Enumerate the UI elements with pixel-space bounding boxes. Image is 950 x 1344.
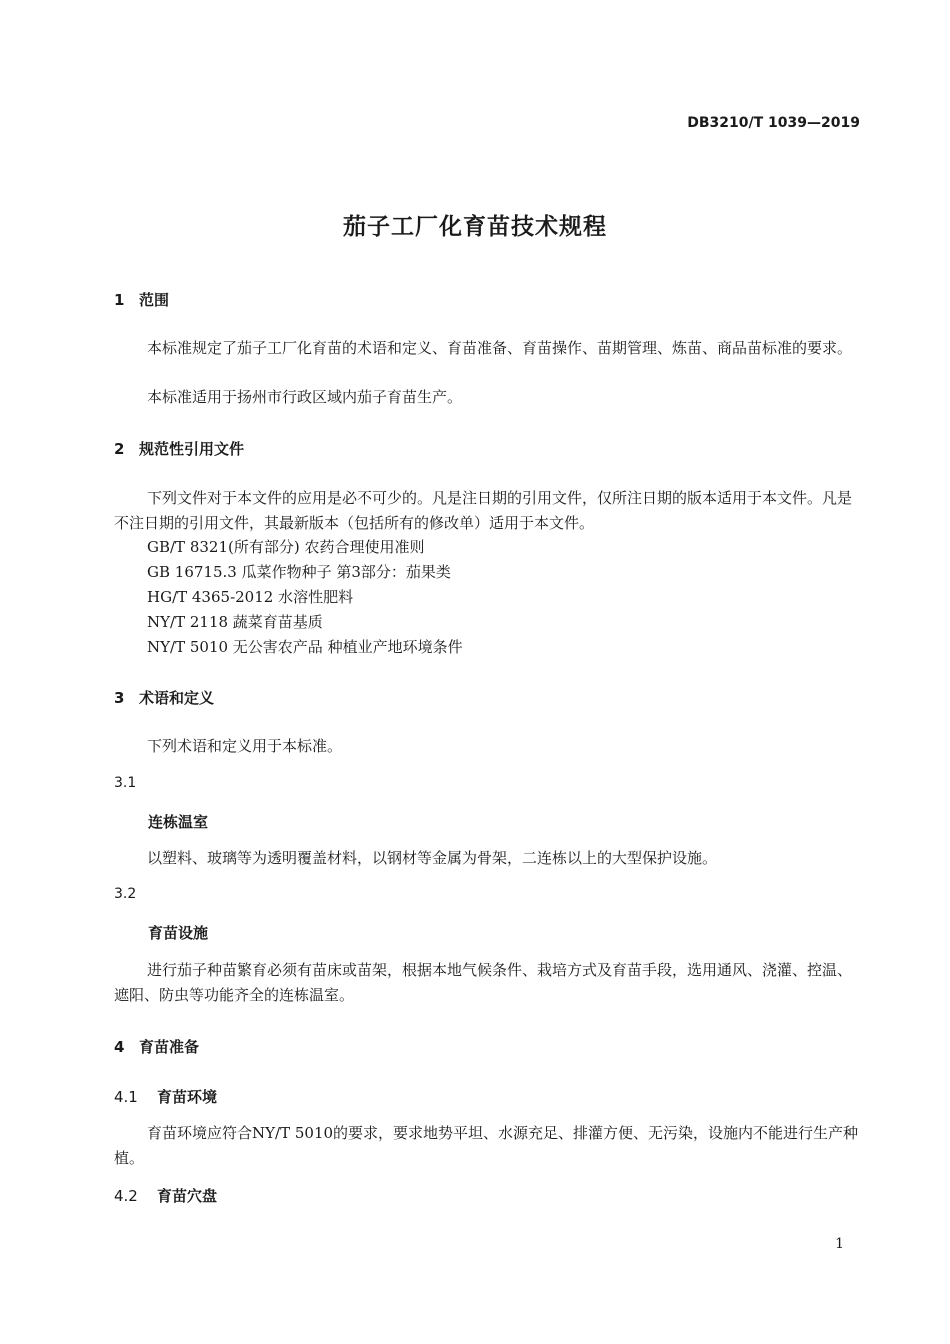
section-title: 术语和定义	[139, 689, 215, 707]
section-4-2-heading	[114, 1185, 217, 1206]
term-3-2-number: 3.2	[114, 886, 137, 902]
term-3-1-definition: 以塑料、玻璃等为透明覆盖材料，以钢材等金属为骨架，二连栋以上的大型保护设施。	[147, 849, 718, 867]
section-number: 4.1	[114, 1088, 138, 1106]
section-number: 4	[114, 1038, 125, 1056]
reference-item: HG/T 4365-2012 水溶性肥料	[147, 588, 354, 606]
section-2-paragraph-1: 下列文件对于本文件的应用是必不可少的。凡是注日期的引用文件，仅所注日期的版本适用于本文件。凡是不注日期的引用文件，其最新版本（包括所有的修改单）适用于本文件。	[114, 489, 853, 532]
document-code: DB3210/T 1039—2019	[687, 115, 860, 131]
term-3-2-definition: 进行茄子种苗繁育必须有苗床或苗架，根据本地气候条件、栽培方式及育苗手段，选用通风、浇灌、控温、遮阳、防虫等功能齐全的连栋温室。	[114, 961, 853, 1004]
section-4-1-paragraph: 育苗环境应符合NY/T 5010的要求，要求地势平坦、水源充足、排灌方便、无污染，设施内不能进行生产种植。	[114, 1124, 859, 1167]
term-3-1-number: 3.1	[114, 775, 137, 791]
section-number: 4.2	[114, 1187, 138, 1205]
section-3-heading	[114, 687, 214, 708]
section-4-1-heading	[114, 1086, 217, 1107]
reference-item: GB/T 8321(所有部分) 农药合理使用准则	[147, 538, 425, 556]
section-2-heading	[114, 438, 244, 459]
section-1-paragraph-2: 本标准适用于扬州市行政区域内茄子育苗生产。	[147, 388, 463, 406]
reference-item: NY/T 5010 无公害农产品 种植业产地环境条件	[147, 638, 463, 656]
reference-item: GB 16715.3 瓜菜作物种子 第3部分：茄果类	[147, 563, 451, 581]
section-number: 1	[114, 291, 125, 309]
page-number: 1	[835, 1236, 844, 1252]
section-number: 2	[114, 440, 125, 458]
section-1-paragraph-1: 本标准规定了茄子工厂化育苗的术语和定义、育苗准备、育苗操作、苗期管理、炼苗、商品苗标准的要求。	[147, 339, 853, 357]
section-number: 3	[114, 689, 125, 707]
section-title: 育苗准备	[139, 1038, 200, 1056]
document-title: 茄子工厂化育苗技术规程	[343, 214, 607, 240]
term-3-1-name: 连栋温室	[148, 813, 209, 831]
section-title: 范围	[139, 291, 170, 309]
section-title: 育苗穴盘	[157, 1187, 218, 1205]
section-3-paragraph-1: 下列术语和定义用于本标准。	[147, 737, 343, 755]
section-title: 规范性引用文件	[139, 440, 245, 458]
term-3-2-name: 育苗设施	[148, 924, 209, 942]
section-title: 育苗环境	[157, 1088, 218, 1106]
section-4-heading	[114, 1036, 199, 1057]
reference-item: NY/T 2118 蔬菜育苗基质	[147, 613, 323, 631]
section-1-heading	[114, 289, 169, 310]
